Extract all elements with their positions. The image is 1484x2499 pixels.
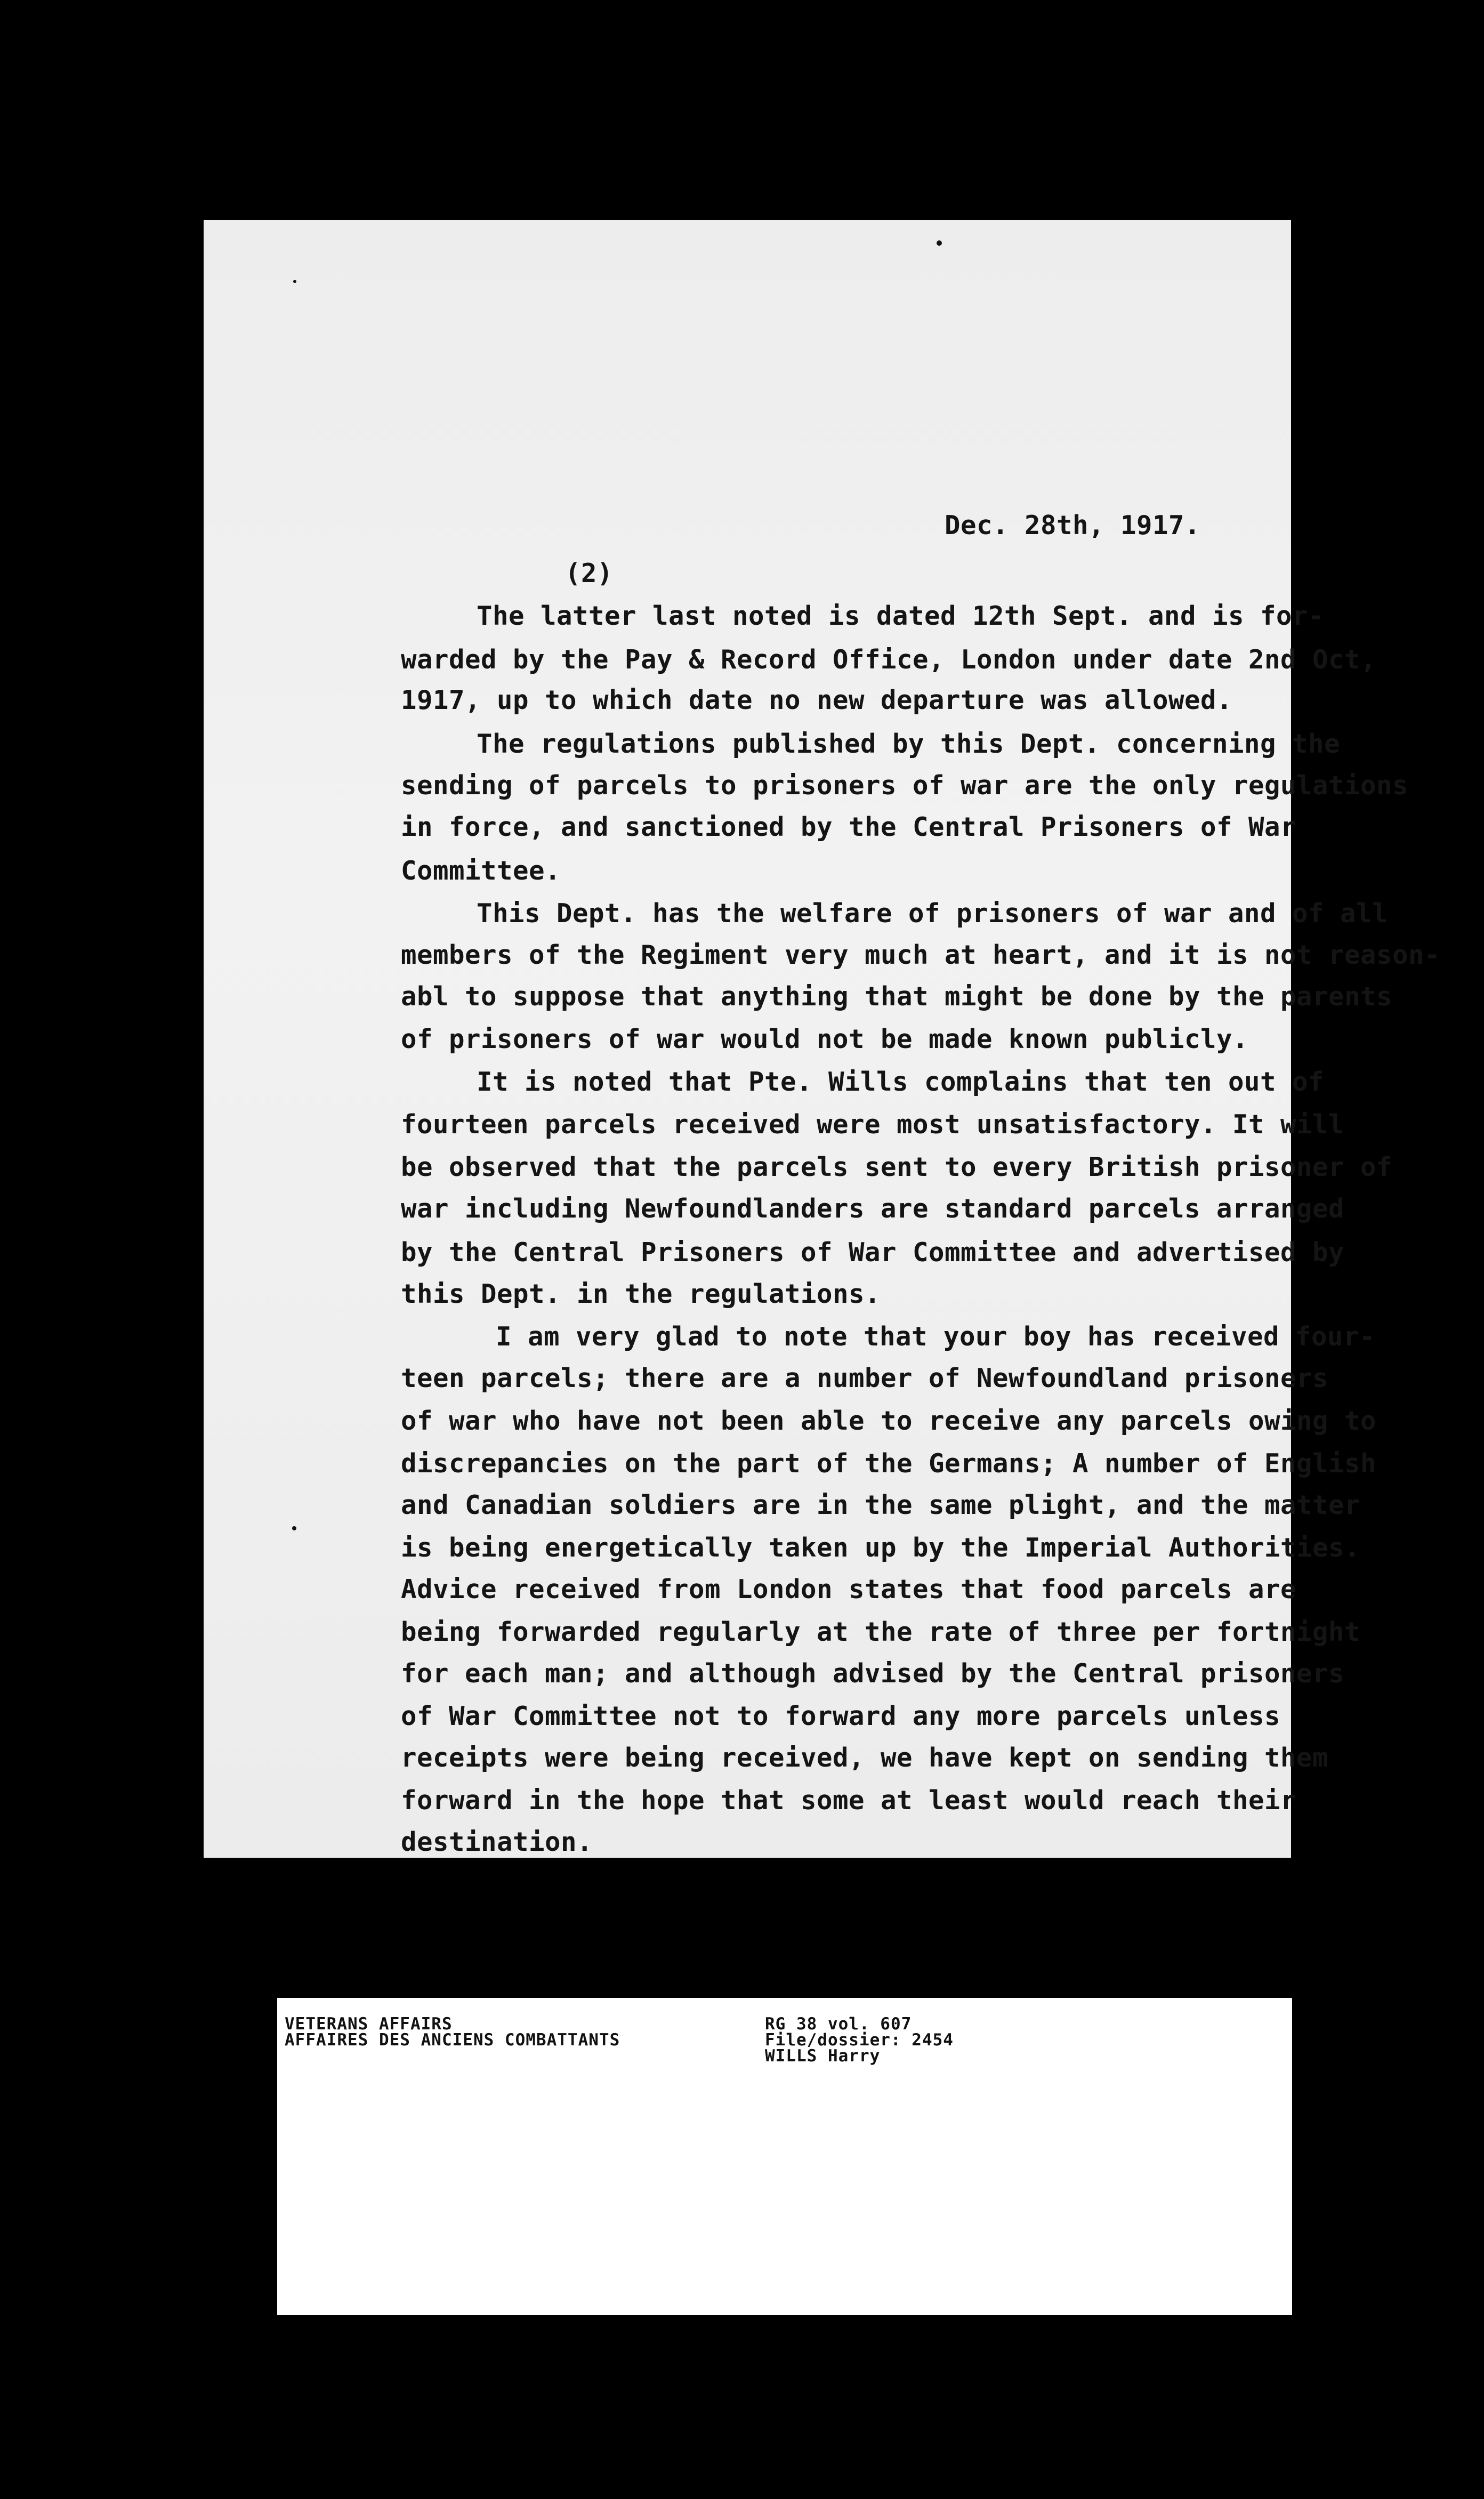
letter-line: This Dept. has the welfare of prisoners of war and of all (477, 898, 1389, 929)
ink-speck (937, 240, 942, 246)
letter-line: sending of parcels to prisoners of war are the only regulations (401, 770, 1409, 801)
ink-speck (292, 1526, 296, 1530)
archive-label-department-en: VETERANS AFFAIRS (285, 2014, 453, 2034)
letter-line: fourteen parcels received were most unsatisfactory. It will (401, 1109, 1345, 1140)
archive-label-record-group: RG 38 vol. 607 (765, 2014, 912, 2034)
letter-line: Committee. (401, 856, 561, 886)
letter-line: discrepancies on the part of the Germans; A number of English (401, 1448, 1377, 1479)
letter-date: Dec. 28th, 1917. (945, 510, 1201, 541)
letter-line: It is noted that Pte. Wills complains that ten out of (477, 1067, 1325, 1097)
letter-line: warded by the Pay & Record Office, London under date 2nd Oct, (401, 644, 1377, 675)
archive-label (277, 1998, 1292, 2315)
letter-line: receipts were being received, we have kept on sending them (401, 1743, 1329, 1773)
letter-line: of war who have not been able to receive any parcels owing to (401, 1406, 1377, 1436)
letter-line: of prisoners of war would not be made known publicly. (401, 1024, 1249, 1054)
bleed-through-mark (204, 1468, 321, 1515)
archive-label-file-number: File/dossier: 2454 (765, 2030, 954, 2050)
page-number: (2) (565, 558, 614, 589)
letter-line: and Canadian soldiers are in the same plight, and the matter (401, 1490, 1361, 1520)
letter-line: The regulations published by this Dept. concerning the (477, 729, 1341, 759)
letter-line: this Dept. in the regulations. (401, 1279, 881, 1309)
letter-line: abl to suppose that anything that might be done by the parents (401, 981, 1393, 1012)
typed-letter-page (204, 220, 1441, 1858)
letter-line: being forwarded regularly at the rate of three per fortnight (401, 1617, 1361, 1647)
letter-line: in force, and sanctioned by the Central Prisoners of War (401, 812, 1297, 842)
letter-line: The latter last noted is dated 12th Sept. and is for- (477, 601, 1325, 631)
letter-line: war including Newfoundlanders are standard parcels arranged (401, 1194, 1345, 1224)
letter-line: 1917, up to which date no new departure was allowed. (401, 685, 1233, 715)
letter-line: forward in the hope that some at least would reach their (401, 1785, 1297, 1816)
letter-line: for each man; and although advised by the Central prisoners (401, 1658, 1345, 1689)
archive-label-department-fr: AFFAIRES DES ANCIENS COMBATTANTS (285, 2030, 620, 2050)
letter-line: be observed that the parcels sent to every British prisoner of (401, 1152, 1393, 1182)
letter-line: is being energetically taken up by the Imperial Authorities. (401, 1533, 1361, 1563)
letter-line: of War Committee not to forward any more parcels unless (401, 1701, 1281, 1731)
bleed-through-mark (252, 268, 369, 316)
letter-line: members of the Regiment very much at heart, and it is not reason- (401, 940, 1441, 970)
letter-line: I am very glad to note that your boy has received four- (496, 1321, 1376, 1352)
letter-line: Advice received from London states that food parcels are (401, 1574, 1297, 1605)
letter-line: destination. (401, 1827, 593, 1857)
archive-label-name: WILLS Harry (765, 2046, 881, 2066)
bleed-through-mark (204, 1755, 321, 1803)
letter-line: teen parcels; there are a number of Newfoundland prisoners (401, 1363, 1329, 1393)
ink-speck (293, 280, 296, 283)
letter-line: by the Central Prisoners of War Committee and advertised by (401, 1237, 1345, 1268)
